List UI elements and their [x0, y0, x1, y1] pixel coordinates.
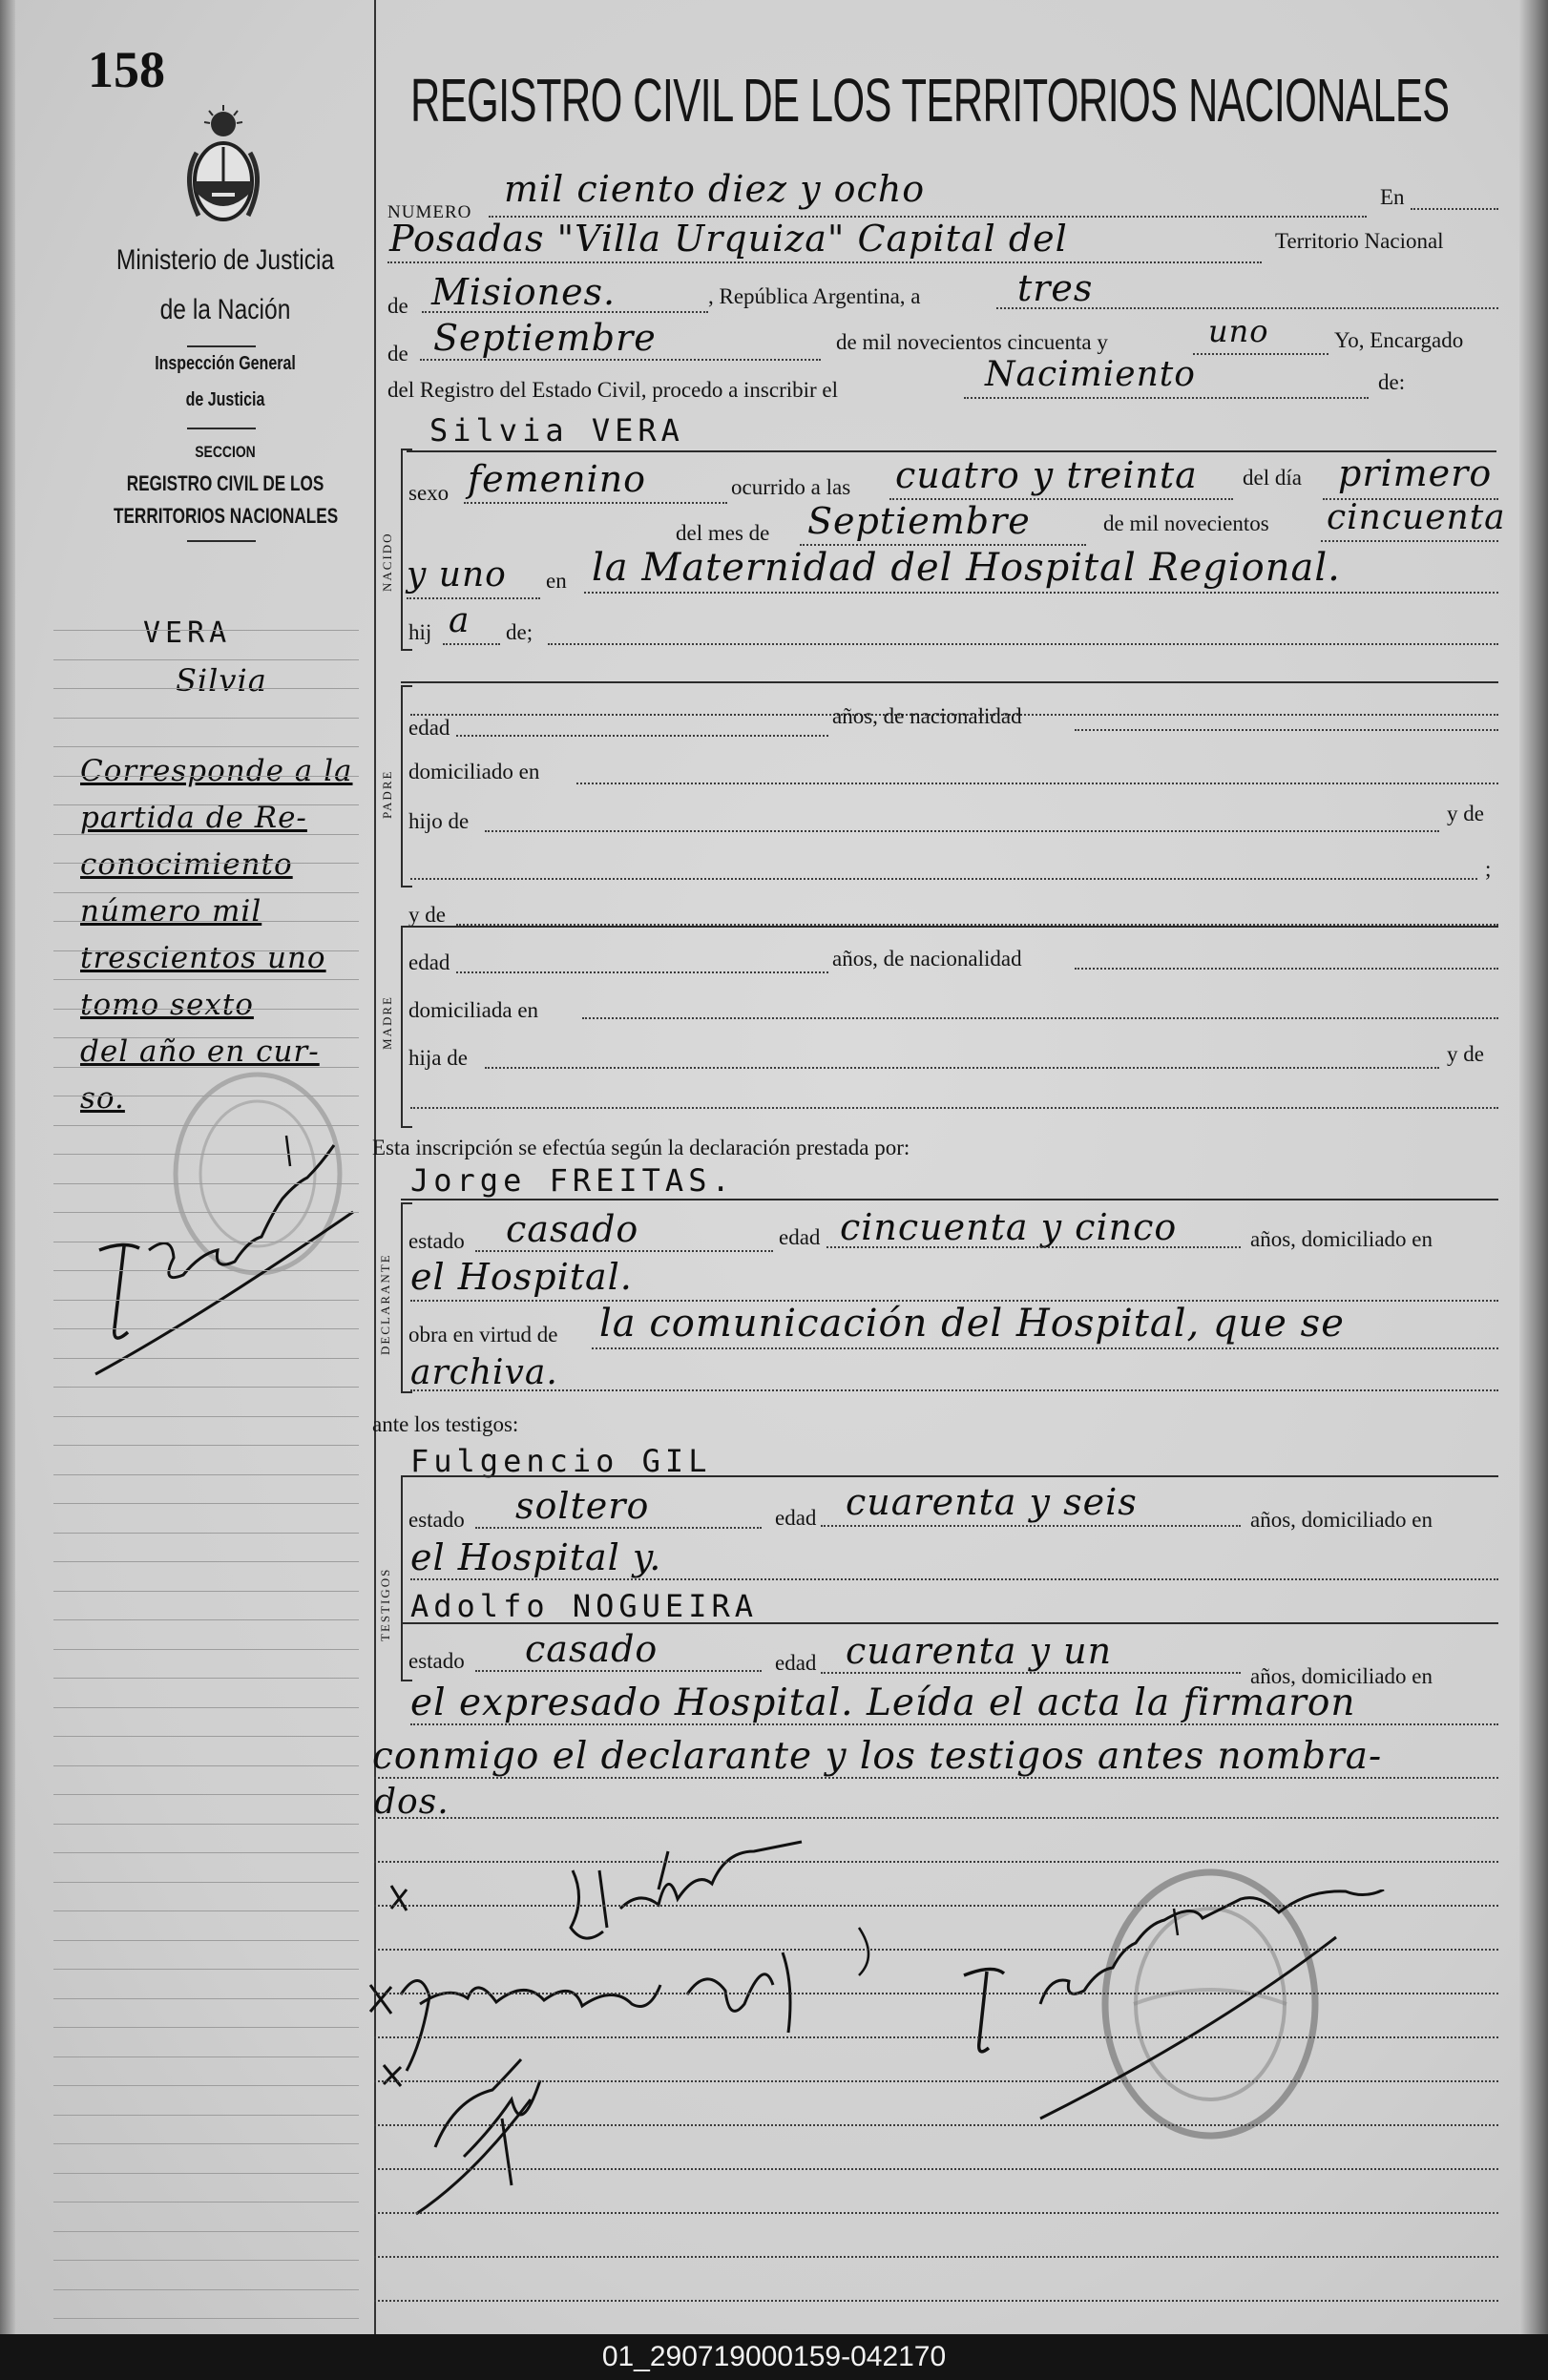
section-label: SECCION [195, 443, 256, 461]
ministry-name-line2: de la Nación [159, 294, 291, 325]
margin-signature-icon [57, 1107, 363, 1384]
dotted-line [410, 1723, 1498, 1725]
label-hija-m: hija de [408, 1046, 468, 1070]
label-anos-nac-m: años, de nacionalidad [832, 947, 1022, 971]
ministry-divider [187, 345, 256, 347]
section-madre: MADRE [380, 995, 394, 1050]
dotted-line [1321, 540, 1498, 542]
label-estado-d: estado [408, 1229, 465, 1253]
margin-rule [53, 1067, 359, 1068]
dotted-line [374, 1905, 1498, 1907]
margin-rule [53, 2289, 359, 2290]
dotted-line [1075, 729, 1498, 731]
margin-rule [53, 1474, 359, 1475]
margin-rule [53, 1649, 359, 1650]
margin-rule [53, 1037, 359, 1038]
field-testigo1-edad: cuarenta y seis [846, 1481, 1138, 1523]
field-nombre: Silvia VERA [429, 412, 684, 449]
margin-note-line: so. [80, 1081, 125, 1116]
margin-rule [53, 1328, 359, 1329]
margin-rule [53, 2085, 359, 2086]
dotted-line [475, 1527, 762, 1529]
label-edad-t1: edad [775, 1506, 817, 1530]
dotted-line [374, 2168, 1498, 2170]
margin-rule [53, 1794, 359, 1795]
label-domiciliada-m: domiciliada en [408, 998, 539, 1022]
section-padre: PADRE [380, 769, 394, 819]
margin-rule [53, 1125, 359, 1126]
dotted-line [374, 2080, 1498, 2082]
margin-rule [53, 2143, 359, 2144]
dotted-line [387, 261, 1262, 263]
margin-rule [53, 1619, 359, 1620]
margin-rule [53, 688, 359, 689]
label-y-de-p: y de [1447, 802, 1484, 825]
margin-rule [53, 1969, 359, 1970]
field-declarante-nombre: Jorge FREITAS. [410, 1162, 735, 1199]
field-dia-reg: tres [1017, 267, 1094, 309]
image-filename-footer: 01_290719000159-042170 [0, 2334, 1548, 2380]
field-hora: cuatro y treinta [895, 454, 1198, 496]
margin-rule [53, 892, 359, 893]
dotted-line [592, 1347, 1498, 1349]
binding-edge [0, 0, 15, 2334]
section-divider [187, 428, 256, 429]
page-edge [1519, 0, 1548, 2334]
field-declarante-edad: cincuenta y cinco [840, 1206, 1178, 1248]
field-dia: primero [1338, 452, 1493, 494]
dotted-line [410, 1389, 1498, 1391]
label-del-dia: del día [1243, 466, 1302, 490]
field-closing-2: conmigo el declarante y los testigos antes nombra- [372, 1735, 1383, 1778]
margin-note-line: Corresponde a la [80, 754, 353, 788]
margin-rule [53, 630, 359, 631]
dotted-line [374, 2036, 1498, 2038]
margin-rule [53, 1358, 359, 1359]
dotted-line [548, 643, 1498, 645]
dotted-line [374, 2212, 1498, 2214]
dotted-line [826, 1246, 1241, 1248]
label-territorio: Territorio Nacional [1275, 229, 1444, 253]
margin-rule [53, 1882, 359, 1883]
field-testigo1-nombre: Fulgencio GIL [410, 1443, 712, 1479]
field-lugar: Posadas "Villa Urquiza" Capital del [389, 218, 1068, 260]
ruled-line [401, 1475, 1498, 1477]
section-testigos: TESTIGOS [378, 1567, 392, 1641]
field-testigo2-nombre: Adolfo NOGUEIRA [410, 1588, 758, 1624]
label-ocurrido: ocurrido a las [731, 475, 851, 499]
field-declarante-obra2: archiva. [410, 1353, 558, 1392]
inspection-label-line2: de Justicia [185, 389, 265, 410]
field-closing-3: dos. [374, 1783, 450, 1822]
margin-rule [53, 1503, 359, 1504]
margin-rule [53, 1387, 359, 1388]
margin-note-line: del año en cur- [80, 1034, 320, 1069]
dotted-line [420, 359, 821, 361]
margin-rule [53, 950, 359, 951]
margin-rule [53, 2173, 359, 2174]
label-del-mes: del mes de [676, 521, 770, 545]
margin-rule [53, 1736, 359, 1737]
dotted-line [374, 2256, 1498, 2258]
national-coat-of-arms-icon [178, 103, 269, 237]
margin-rule [53, 863, 359, 864]
margin-rule [53, 1183, 359, 1184]
label-domiciliado-p: domiciliado en [408, 760, 540, 783]
margin-rule [53, 1270, 359, 1271]
ruled-line [401, 681, 1498, 683]
label-sexo: sexo [408, 481, 450, 505]
label-hijo-p: hijo de [408, 809, 470, 833]
margin-rule [53, 1300, 359, 1301]
dotted-line [1193, 353, 1328, 355]
dotted-line [576, 783, 1498, 784]
label-hij: hij [408, 620, 432, 644]
section-nacido: NACIDO [380, 532, 394, 592]
margin-note-line: número mil [80, 894, 262, 929]
margin-rule [53, 921, 359, 922]
label-edad-t2: edad [775, 1651, 817, 1675]
margin-rule [53, 834, 359, 835]
margin-rule [53, 1707, 359, 1708]
label-de-semi: de; [506, 620, 533, 644]
dotted-line [374, 1949, 1498, 1951]
label-de-mil2: de mil novecientos [1103, 511, 1269, 535]
margin-rule [53, 2202, 359, 2203]
dotted-line [582, 1017, 1498, 1019]
margin-rule [53, 1154, 359, 1155]
margin-rule [53, 1009, 359, 1010]
dotted-line [456, 735, 828, 737]
margin-rule [53, 1910, 359, 1911]
field-testigo1-dom: el Hospital y. [410, 1536, 662, 1578]
margin-rule [53, 1212, 359, 1213]
label-declaracion: Esta inscripción se efectúa según la declaración prestada por: [372, 1136, 910, 1159]
ruled-line [401, 1199, 1498, 1200]
margin-rule [53, 1940, 359, 1941]
field-mes-reg: Septiembre [433, 317, 657, 359]
dotted-line [410, 1107, 1498, 1109]
label-anos-dom-d: años, domiciliado en [1250, 1227, 1433, 1251]
dotted-line [374, 2300, 1498, 2302]
margin-rule [53, 2056, 359, 2057]
margin-note-line: trescientos uno [80, 941, 326, 975]
dotted-line [410, 878, 1477, 880]
dotted-line [374, 1861, 1498, 1863]
field-testigo2-edad: cuarenta y un [846, 1630, 1113, 1672]
field-declarante-estado: casado [506, 1208, 639, 1250]
section-divider-bottom [187, 540, 256, 542]
label-edad-p: edad [408, 716, 450, 740]
signature-encargado-icon [945, 1889, 1441, 2138]
dotted-line [410, 1578, 1498, 1580]
margin-rule [53, 1445, 359, 1446]
section-name: REGISTRO CIVIL DE LOS [126, 471, 324, 495]
field-territorio: Misiones. [431, 271, 617, 313]
dotted-line [821, 1672, 1241, 1674]
ruled-line [407, 450, 1496, 452]
margin-note-line: partida de Re- [80, 801, 307, 835]
margin-rule [53, 2318, 359, 2319]
margin-surname: VERA [143, 616, 232, 650]
label-de-colon: de: [1378, 370, 1406, 394]
margin-rule [53, 804, 359, 805]
margin-rule [53, 1852, 359, 1853]
field-anio2: y uno [407, 555, 507, 595]
label-yo: Yo, Encargado [1334, 328, 1464, 352]
field-lugar-nac: la Maternidad del Hospital Regional. [592, 546, 1341, 590]
margin-rule [53, 1998, 359, 1999]
signature-testigo2-icon [378, 2042, 569, 2223]
margin-note-line: conocimiento [80, 847, 293, 882]
field-mes: Septiembre [807, 500, 1031, 542]
field-anio1: cincuenta [1327, 498, 1506, 537]
dotted-line [374, 2124, 1498, 2126]
margin-rule [53, 2027, 359, 2028]
dotted-line [464, 502, 727, 504]
margin-rule [53, 1591, 359, 1592]
field-anio-reg: uno [1208, 313, 1269, 349]
field-numero: mil ciento diez y ocho [504, 168, 926, 210]
label-estado-t2: estado [408, 1649, 465, 1673]
label-de-2: de [387, 342, 408, 365]
label-y-de-m: y de [408, 903, 446, 927]
section-declarante: DECLARANTE [378, 1253, 392, 1355]
margin-rule [53, 746, 359, 747]
dotted-line [374, 1777, 1498, 1779]
margin-rule [53, 1765, 359, 1766]
ministry-name: Ministerio de Justicia [115, 244, 335, 276]
label-semi-p: ; [1485, 857, 1492, 881]
label-en: En [1380, 185, 1405, 209]
label-anos-nac-p: años, de nacionalidad [832, 704, 1022, 728]
label-edad-d: edad [779, 1225, 821, 1249]
label-estado-t1: estado [408, 1508, 465, 1532]
dotted-line [485, 1067, 1439, 1069]
label-registro-intro: del Registro del Estado Civil, procedo a inscribir el [387, 378, 839, 402]
field-hij-suffix: a [449, 601, 471, 640]
label-anos-dom-t2: años, domiciliado en [1250, 1664, 1433, 1688]
ruled-line [401, 926, 1498, 928]
ruled-line [401, 1622, 1498, 1624]
label-republica: , República Argentina, a [708, 284, 921, 308]
dotted-line [1411, 208, 1498, 210]
margin-rule [53, 659, 359, 660]
margin-rule [53, 1561, 359, 1562]
label-numero: NUMERO [387, 202, 472, 222]
label-ante-testigos: ante los testigos: [372, 1412, 519, 1436]
label-obra: obra en virtud de [408, 1323, 558, 1347]
dotted-line [374, 1993, 1498, 1994]
field-testigo2-estado: casado [525, 1628, 659, 1670]
dotted-line [407, 597, 540, 599]
field-declarante-obra: la comunicación del Hospital, que se [599, 1302, 1345, 1346]
field-acto: Nacimiento [985, 355, 1196, 394]
margin-rule [53, 979, 359, 980]
label-y-de-m2: y de [1447, 1042, 1484, 1066]
margin-rule [53, 776, 359, 777]
dotted-line [485, 830, 1439, 832]
label-en-word: en [546, 569, 567, 593]
dotted-line [821, 1525, 1241, 1527]
dotted-line [996, 307, 1498, 309]
dotted-line [475, 1250, 773, 1252]
label-de-1: de [387, 294, 408, 318]
field-testigo2-dom: el expresado Hospital. Leída el acta la firmaron [410, 1681, 1356, 1724]
inspection-label: Inspección General [155, 353, 296, 374]
margin-note-line: tomo sexto [80, 988, 254, 1022]
document-title: REGISTRO CIVIL DE LOS TERRITORIOS NACIONALES [410, 65, 1450, 135]
dotted-line [1075, 968, 1498, 970]
margin-rule [53, 718, 359, 719]
margin-rule [53, 2260, 359, 2261]
field-declarante-dom: el Hospital. [410, 1256, 633, 1298]
section-name-line2: TERRITORIOS NACIONALES [114, 504, 339, 528]
label-de-mil: de mil novecientos cincuenta y [836, 330, 1108, 354]
dotted-line [475, 1670, 762, 1672]
margin-rule [53, 2115, 359, 2116]
margin-rule [53, 1824, 359, 1825]
dotted-line [443, 643, 500, 645]
margin-rule [53, 1533, 359, 1534]
dotted-line [422, 311, 708, 313]
margin-rule [53, 1678, 359, 1679]
dotted-line [964, 397, 1369, 399]
margin-rule [53, 1416, 359, 1417]
field-sexo: femenino [468, 458, 647, 500]
margin-given-name: Silvia [176, 662, 267, 699]
dotted-line [374, 1817, 1498, 1819]
dotted-line [584, 592, 1498, 594]
dotted-line [456, 971, 828, 973]
label-anos-dom-t1: años, domiciliado en [1250, 1508, 1433, 1532]
page-number: 158 [88, 41, 165, 98]
label-edad-m: edad [408, 950, 450, 974]
field-testigo1-estado: soltero [515, 1485, 650, 1527]
margin-rule [53, 2231, 359, 2232]
